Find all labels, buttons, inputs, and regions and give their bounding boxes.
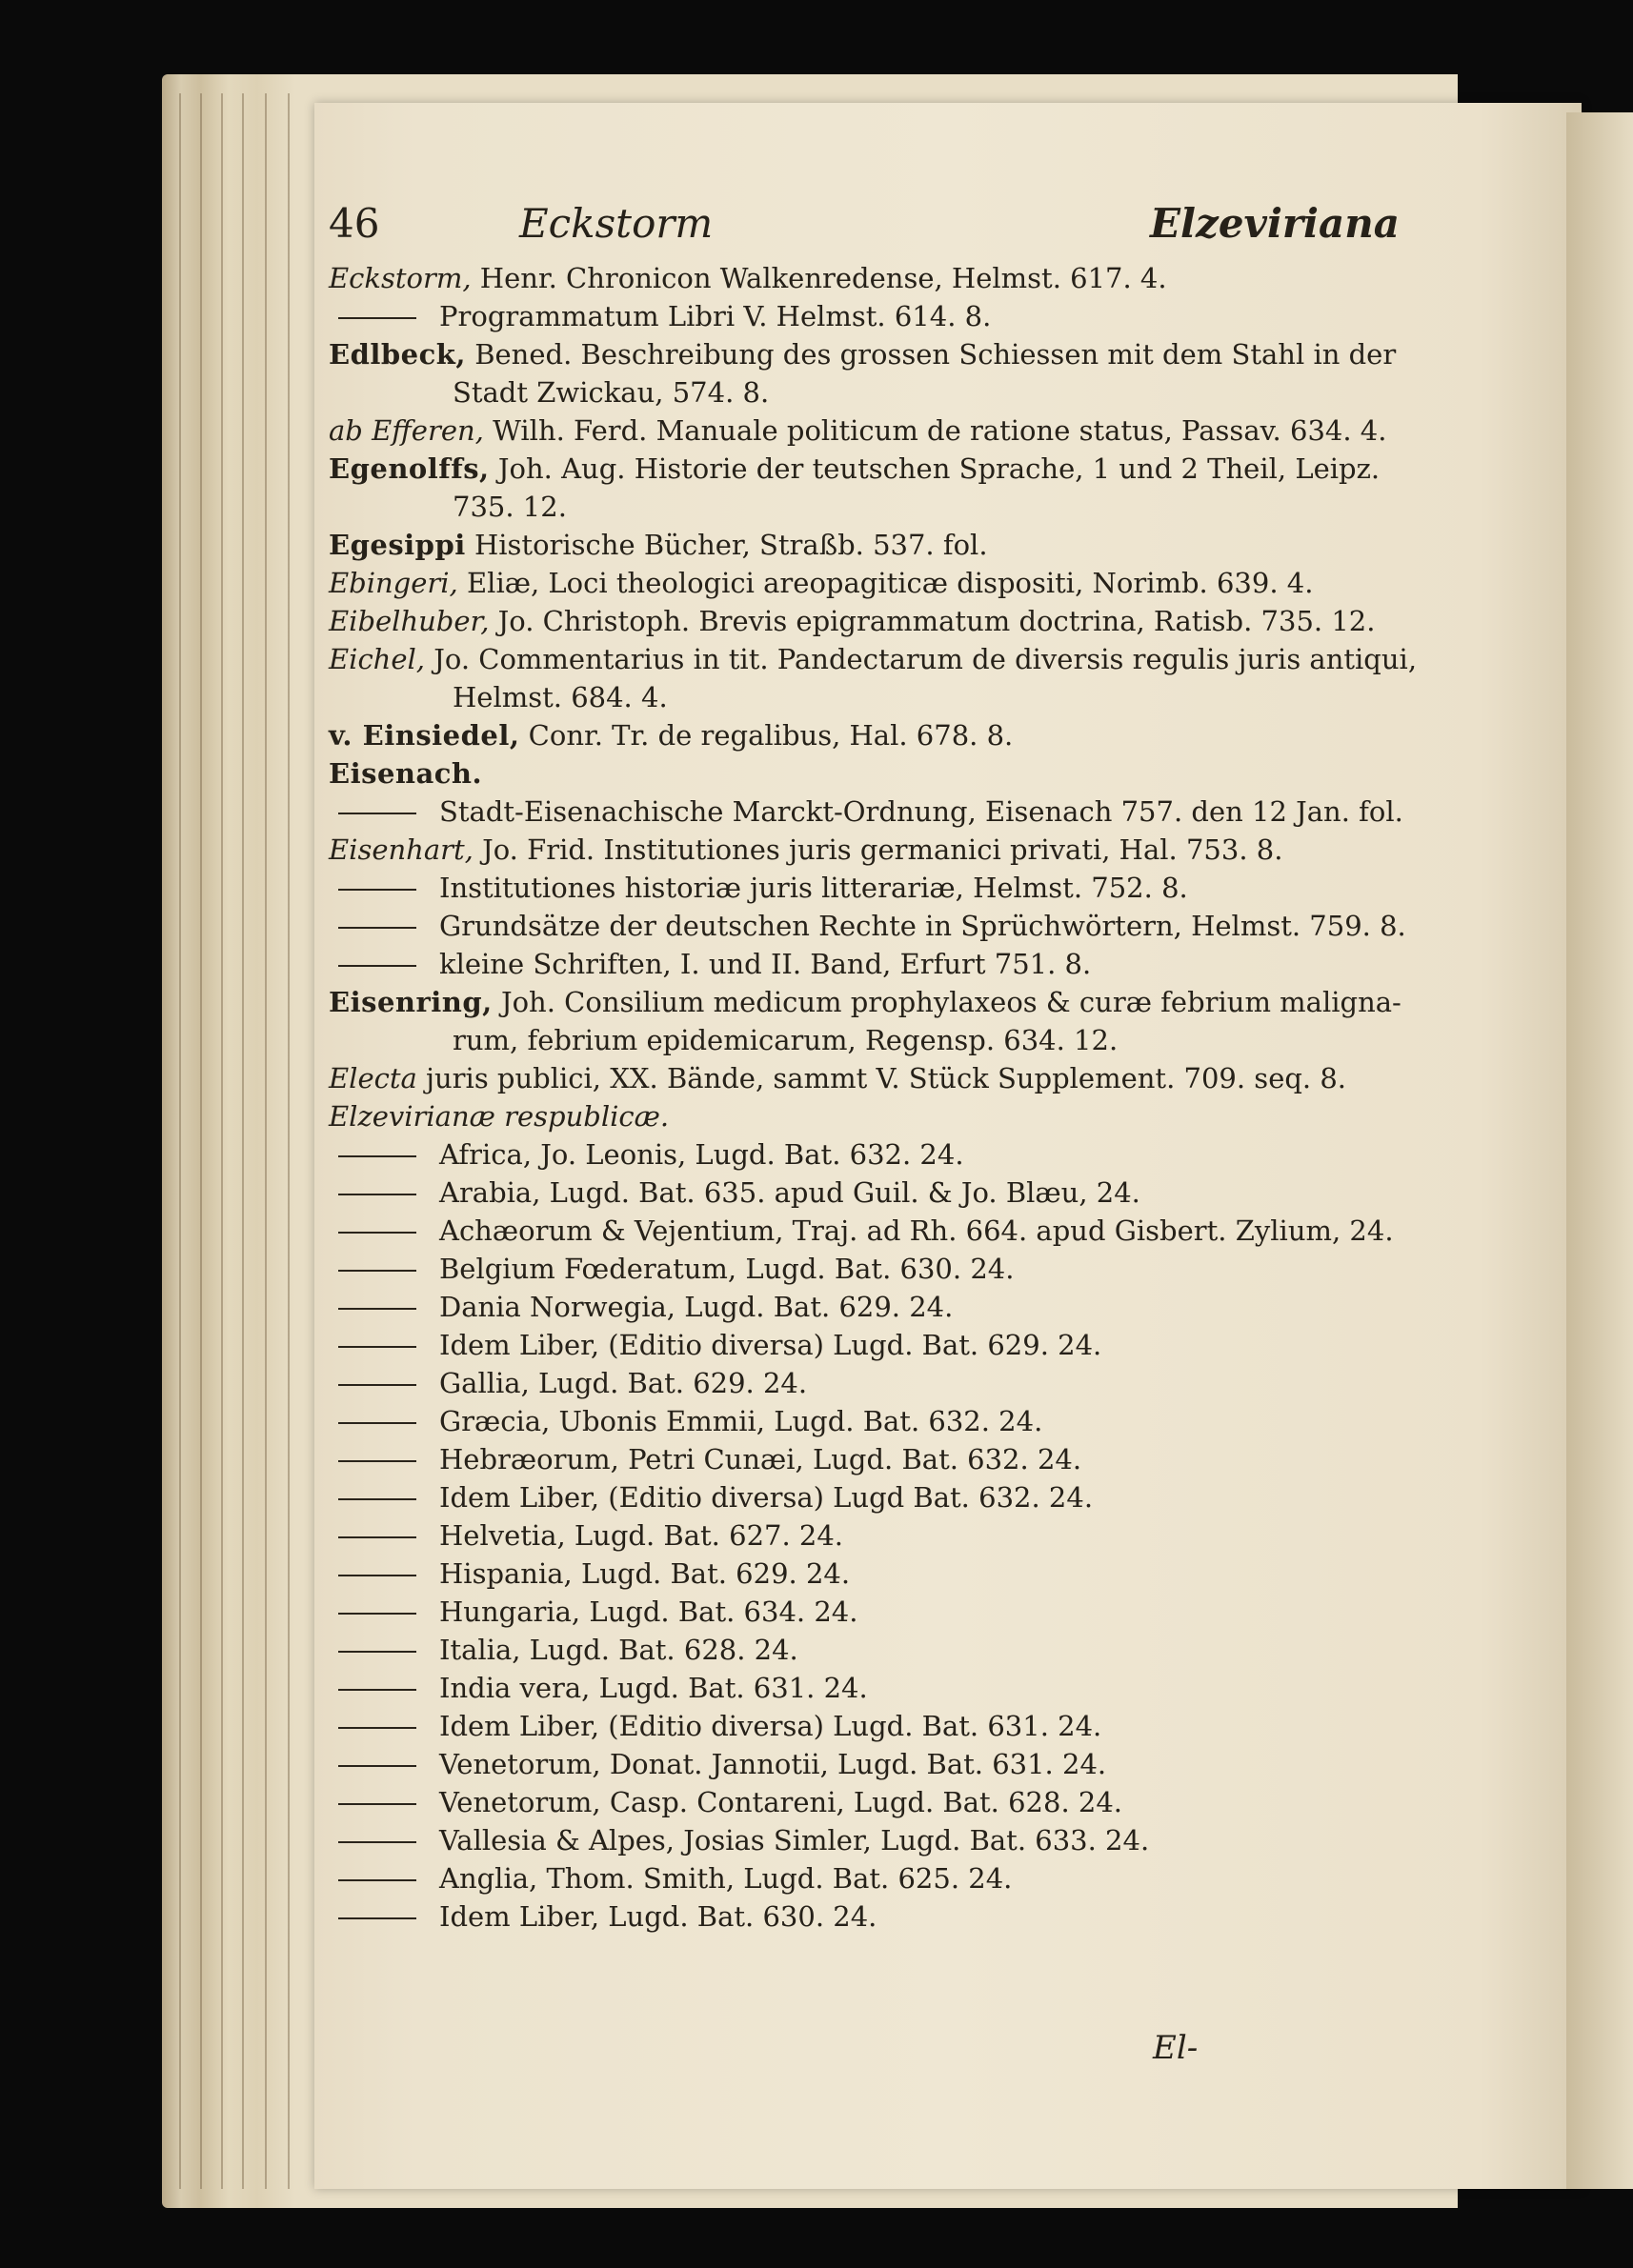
entry-head: Eibelhuber, [329,605,490,637]
ditto-dash [338,1727,416,1729]
entry-text: Anglia, Thom. Smith, Lugd. Bat. 625. 24. [439,1862,1013,1895]
entry-text: Historische Bücher, Straßb. 537. fol. [465,529,988,561]
entry-head: Eisenhart, [329,833,474,866]
ditto-dash [338,1765,416,1767]
entry-text: Jo. Christoph. Brevis epigrammatum doctrina, Ratisb. 735. 12. [489,605,1376,637]
ditto-dash [338,1803,416,1805]
entry-line [329,1707,1558,1745]
ditto-dash [338,1917,416,1919]
ditto-dash [338,1194,416,1195]
entry-line [329,259,1558,297]
entry-text: Institutiones historiæ juris litterariæ, Helmst. 752. 8. [439,872,1188,904]
entry-line [329,1440,1558,1478]
entry-text: Joh. Consilium medicum prophylaxeos & curæ febrium maligna- [492,986,1401,1018]
ditto-dash [338,1879,416,1881]
page-number: 46 [329,200,380,247]
entry-line [329,1783,1558,1821]
ditto-dash [338,1384,416,1386]
running-head-left: Eckstorm [519,200,714,247]
entry-text: Hungaria, Lugd. Bat. 634. 24. [439,1596,858,1628]
entry-head: Eichel, [329,643,426,675]
entry-line [329,1555,1558,1593]
entry-line [329,1669,1558,1707]
entry-head: ab Efferen, [329,414,484,447]
entry-line [329,373,1558,411]
entry-line [329,1516,1558,1555]
page-content [329,200,1558,1936]
entry-line [329,1288,1558,1326]
entry-text: Græcia, Ubonis Emmii, Lugd. Bat. 632. 24. [439,1405,1043,1437]
entry-line [329,831,1558,869]
entry-text: Italia, Lugd. Bat. 628. 24. [439,1634,798,1666]
entry-line [329,793,1558,831]
entry-text: Grundsätze der deutschen Rechte in Sprüchwörtern, Helmst. 759. 8. [439,910,1406,942]
entry-line [329,450,1558,488]
entry-line [329,1364,1558,1402]
entry-line [329,1021,1558,1059]
ditto-dash [338,1270,416,1272]
entry-line [329,716,1558,754]
entry-text: kleine Schriften, I. und II. Band, Erfurt 751. 8. [439,948,1092,980]
entry-line [329,411,1558,450]
entry-text: Stadt-Eisenachische Marckt-Ordnung, Eisenach 757. den 12 Jan. fol. [439,795,1403,828]
entry-text: Conr. Tr. de regalibus, Hal. 678. 8. [519,719,1014,752]
ditto-dash [338,1308,416,1310]
entry-head: Electa [329,1062,417,1094]
catchword: El- [1153,2029,1199,2067]
ditto-dash [338,1689,416,1691]
entry-text: Bened. Beschreibung des grossen Schiessen mit dem Stahl in der [465,338,1397,371]
entry-line [329,1478,1558,1516]
entry-line [329,1250,1558,1288]
entry-text: Jo. Frid. Institutiones juris germanici privati, Hal. 753. 8. [473,833,1283,866]
entry-text: Eliæ, Loci theologici areopagiticæ dispositi, Norimb. 639. 4. [457,567,1314,599]
entry-line [329,297,1558,335]
entry-text: Henr. Chronicon Walkenredense, Helmst. 617. 4. [471,262,1167,294]
entry-line [329,1745,1558,1783]
entry-text: Venetorum, Casp. Contareni, Lugd. Bat. 628. 24. [439,1786,1123,1818]
entry-text: Dania Norwegia, Lugd. Bat. 629. 24. [439,1291,954,1323]
entry-text: juris publici, XX. Bände, sammt V. Stück Supplement. 709. seq. 8. [416,1062,1347,1094]
running-header [329,200,1558,259]
entry-line [329,602,1558,640]
entry-line [329,640,1558,678]
entry-line [329,754,1558,793]
ditto-dash [338,1498,416,1500]
entry-line [329,1174,1558,1212]
entry-text: Helmst. 684. 4. [453,681,668,713]
entry-line [329,983,1558,1021]
entry-text: Belgium Fœderatum, Lugd. Bat. 630. 24. [439,1253,1015,1285]
entry-head: Eisenach. [329,757,483,790]
ditto-dash [338,965,416,967]
entry-text: Africa, Jo. Leonis, Lugd. Bat. 632. 24. [439,1138,964,1171]
ditto-dash [338,1346,416,1348]
entry-text: Joh. Aug. Historie der teutschen Sprache, 1 und 2 Theil, Leipz. [489,452,1381,485]
entry-head: Egenolffs, [329,452,490,485]
entry-line [329,1097,1558,1135]
ditto-dash [338,1575,416,1576]
entry-line [329,1402,1558,1440]
ditto-dash [338,1536,416,1538]
entry-text: Venetorum, Donat. Jannotii, Lugd. Bat. 631. 24. [439,1748,1107,1780]
entry-line [329,488,1558,526]
entry-text: Idem Liber, Lugd. Bat. 630. 24. [439,1900,877,1933]
entry-line [329,678,1558,716]
entry-text: Gallia, Lugd. Bat. 629. 24. [439,1367,808,1399]
entry-line [329,526,1558,564]
entry-head: Eisenring, [329,986,493,1018]
facing-page-edge [1566,112,1633,2189]
entry-head: Elzevirianæ respublicæ. [329,1100,670,1133]
entry-line [329,869,1558,907]
entry-head: Ebingeri, [329,567,458,599]
entry-text: rum, febrium epidemicarum, Regensp. 634. 12. [453,1024,1119,1056]
entry-text: Arabia, Lugd. Bat. 635. apud Guil. & Jo. Blæu, 24. [439,1176,1140,1209]
entry-line [329,1059,1558,1097]
entry-text: Jo. Commentarius in tit. Pandectarum de diversis regulis juris antiqui, [425,643,1418,675]
entry-text: Stadt Zwickau, 574. 8. [453,376,770,409]
ditto-dash [338,1841,416,1843]
entry-line [329,1821,1558,1859]
ditto-dash [338,813,416,814]
entry-text: Hispania, Lugd. Bat. 629. 24. [439,1557,851,1590]
entry-line [329,564,1558,602]
entry-text: Idem Liber, (Editio diversa) Lugd. Bat. 631. 24. [439,1710,1102,1742]
ditto-dash [338,1232,416,1234]
entry-text: Programmatum Libri V. Helmst. 614. 8. [439,300,992,332]
ditto-dash [338,889,416,891]
ditto-dash [338,1613,416,1615]
entry-text: Vallesia & Alpes, Josias Simler, Lugd. Bat. 633. 24. [439,1824,1150,1857]
running-head-right: Elzeviriana [1150,200,1400,247]
ditto-dash [338,1155,416,1157]
entry-text: India vera, Lugd. Bat. 631. 24. [439,1672,868,1704]
ditto-dash [338,1422,416,1424]
ditto-dash [338,1460,416,1462]
entry-text: Achæorum & Vejentium, Traj. ad Rh. 664. apud Gisbert. Zylium, 24. [439,1214,1394,1247]
entry-list [329,259,1558,1936]
entry-line [329,945,1558,983]
entry-line [329,1859,1558,1897]
entry-line [329,1212,1558,1250]
entry-head: Edlbeck, [329,338,466,371]
ditto-dash [338,1651,416,1653]
ditto-dash [338,927,416,929]
entry-line [329,1631,1558,1669]
entry-line [329,1593,1558,1631]
entry-text: Hebræorum, Petri Cunæi, Lugd. Bat. 632. 24. [439,1443,1082,1475]
entry-head: Eckstorm, [329,262,472,294]
entry-text: Wilh. Ferd. Manuale politicum de ratione status, Passav. 634. 4. [483,414,1387,447]
entry-line [329,1897,1558,1936]
entry-text: Helvetia, Lugd. Bat. 627. 24. [439,1519,844,1552]
entry-head: v. Einsiedel, [329,719,520,752]
entry-line [329,1326,1558,1364]
entry-head: Egesippi [329,529,466,561]
entry-text: Idem Liber, (Editio diversa) Lugd Bat. 632. 24. [439,1481,1094,1514]
entry-text: Idem Liber, (Editio diversa) Lugd. Bat. 629. 24. [439,1329,1102,1361]
entry-text: 735. 12. [453,491,567,523]
entry-line [329,335,1558,373]
entry-line [329,907,1558,945]
ditto-dash [338,317,416,319]
entry-line [329,1135,1558,1174]
